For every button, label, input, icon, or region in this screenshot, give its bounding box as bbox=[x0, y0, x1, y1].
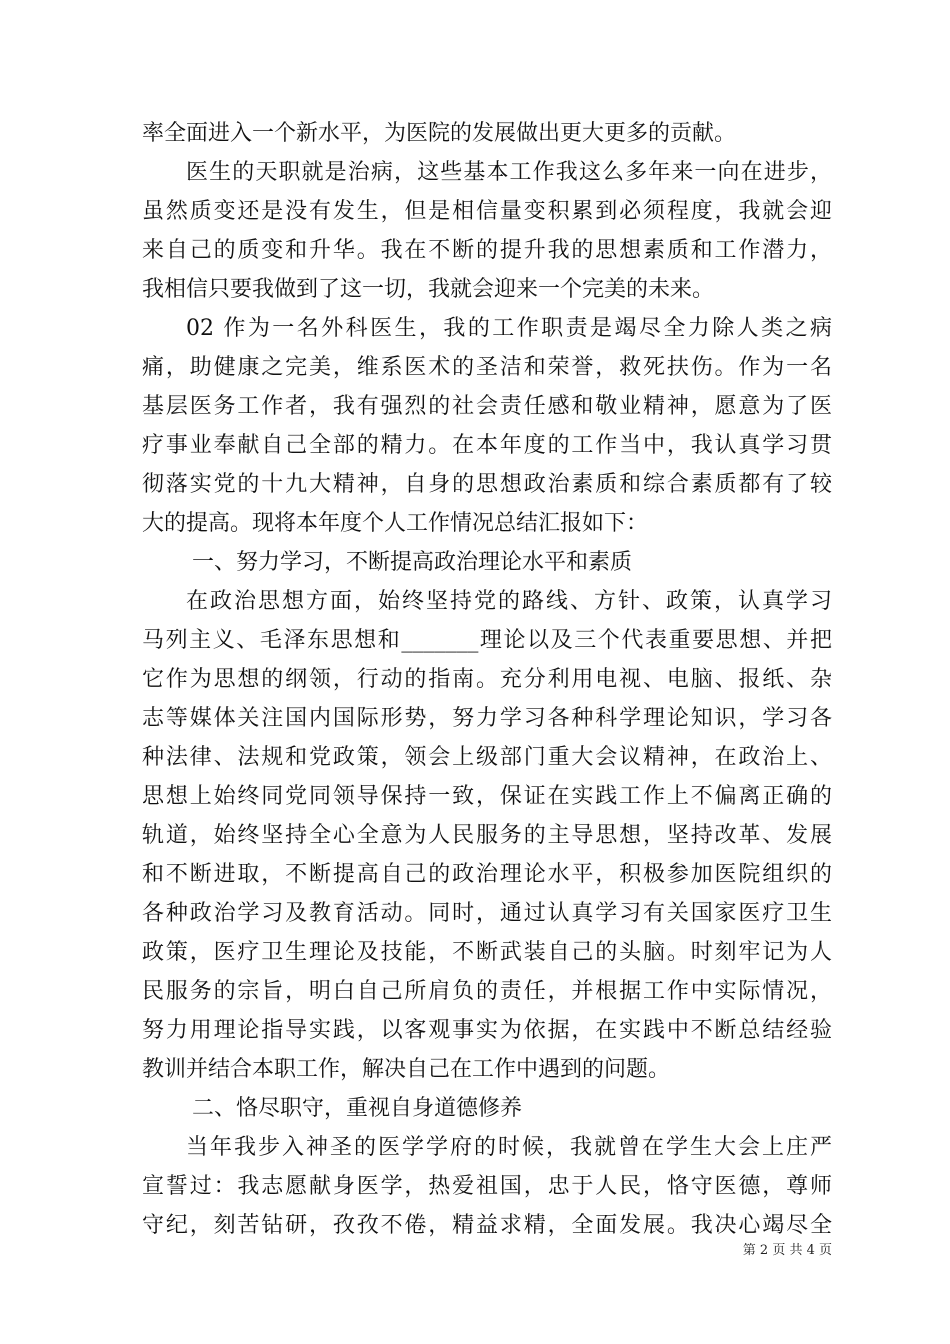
text-line: 彻落实党的十九大精神，自身的思想政治素质和综合素质都有了较 bbox=[142, 472, 832, 497]
text-line: 我相信只要我做到了这一切，我就会迎来一个完美的未来。 bbox=[142, 277, 715, 302]
text-line: 来自己的质变和升华。我在不断的提升我的思想素质和工作潜力， bbox=[142, 238, 832, 263]
text-line: 民服务的宗旨，明白自己所肩负的责任，并根据工作中实际情况， bbox=[142, 979, 832, 1004]
text-line: 各种政治学习及教育活动。同时，通过认真学习有关国家医疗卫生 bbox=[142, 901, 832, 926]
section-heading: 二、恪尽职守，重视自身道德修养 bbox=[192, 1096, 523, 1121]
paragraph-first-line: 在政治思想方面，始终坚持党的路线、方针、政策，认真学习 bbox=[186, 589, 832, 614]
text-line: 基层医务工作者，我有强烈的社会责任感和敬业精神，愿意为了医 bbox=[142, 394, 832, 419]
document-body bbox=[142, 114, 832, 1245]
text-line: 痛，助健康之完美，维系医术的圣洁和荣誉，救死扶伤。作为一名 bbox=[142, 355, 832, 380]
text-line: 守纪，刻苦钻研，孜孜不倦，精益求精，全面发展。我决心竭尽全 bbox=[142, 1213, 832, 1238]
text-line: 轨道，始终坚持全心全意为人民服务的主导思想，坚持改革、发展 bbox=[142, 823, 832, 848]
text-line: 思想上始终同党同领导保持一致，保证在实践工作上不偏离正确的 bbox=[142, 784, 832, 809]
text-line: 教训并结合本职工作，解决自己在工作中遇到的问题。 bbox=[142, 1057, 671, 1082]
text-line: 率全面进入一个新水平，为医院的发展做出更大更多的贡献。 bbox=[142, 121, 737, 146]
text-line: 和不断进取，不断提高自己的政治理论水平，积极参加医院组织的 bbox=[142, 862, 832, 887]
page-number: 第 2 页 共 4 页 bbox=[742, 1243, 832, 1258]
section-heading: 一、努力学习，不断提高政治理论水平和素质 bbox=[192, 550, 633, 575]
text-line: 马列主义、毛泽东思想和_______理论以及三个代表重要思想、并把 bbox=[142, 628, 832, 653]
text-line: 努力用理论指导实践，以客观事实为依据，在实践中不断总结经验 bbox=[142, 1018, 832, 1043]
text-line: 虽然质变还是没有发生，但是相信量变积累到必须程度，我就会迎 bbox=[142, 199, 832, 224]
paragraph-first-line: 医生的天职就是治病，这些基本工作我这么多年来一向在进步， bbox=[186, 160, 832, 185]
paragraph-first-line: 02 作为一名外科医生，我的工作职责是竭尽全力除人类之病 bbox=[186, 316, 832, 341]
text-line: 志等媒体关注国内国际形势，努力学习各种科学理论知识，学习各 bbox=[142, 706, 832, 731]
paragraph-first-line: 当年我步入神圣的医学学府的时候，我就曾在学生大会上庄严 bbox=[186, 1135, 832, 1160]
text-line: 种法律、法规和党政策，领会上级部门重大会议精神，在政治上、 bbox=[142, 745, 832, 770]
text-line: 疗事业奉献自己全部的精力。在本年度的工作当中，我认真学习贯 bbox=[142, 433, 832, 458]
text-line: 大的提高。现将本年度个人工作情况总结汇报如下： bbox=[142, 511, 649, 536]
text-line: 宣誓过：我志愿献身医学，热爱祖国，忠于人民，恪守医德，尊师 bbox=[142, 1174, 832, 1199]
text-line: 政策，医疗卫生理论及技能，不断武装自己的头脑。时刻牢记为人 bbox=[142, 940, 832, 965]
text-line: 它作为思想的纲领，行动的指南。充分利用电视、电脑、报纸、杂 bbox=[142, 667, 832, 692]
